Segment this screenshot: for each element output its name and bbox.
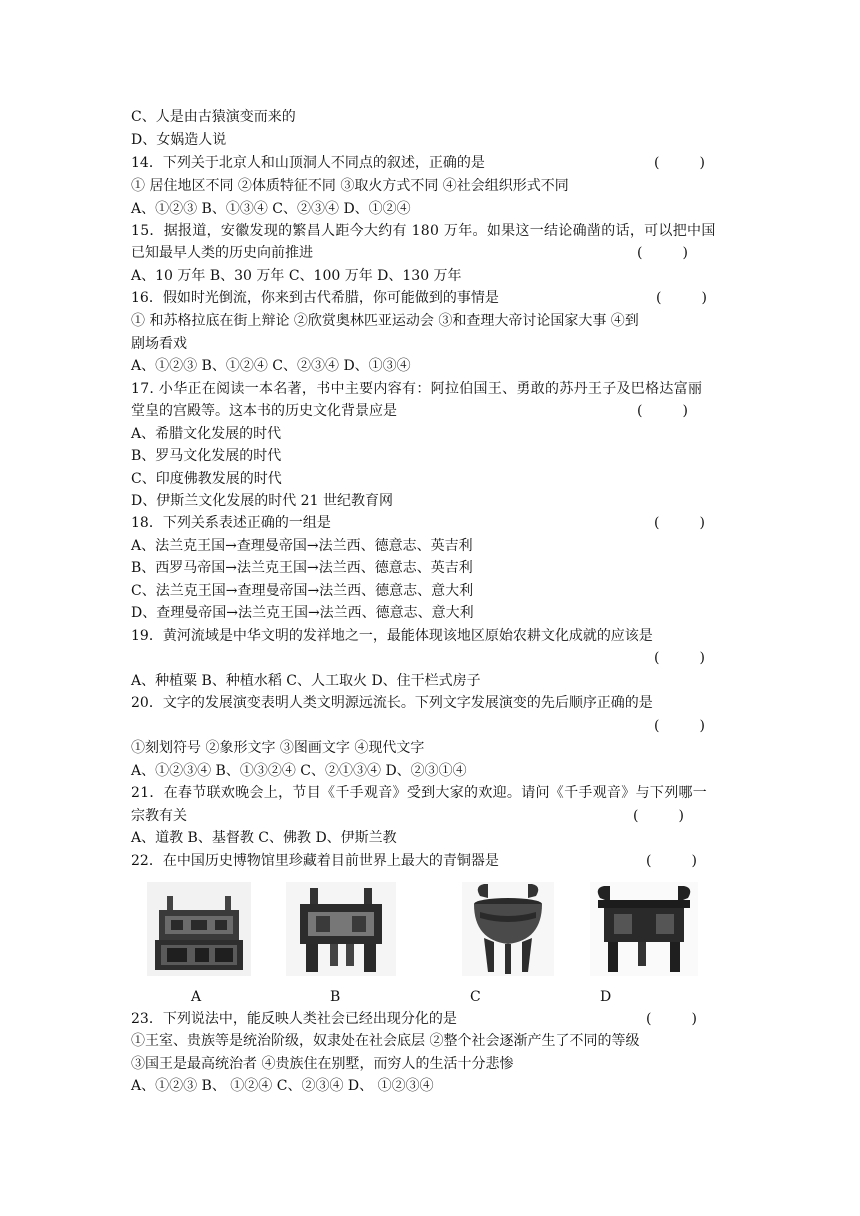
figure-label-c: C (470, 989, 481, 1005)
answer-parenthesis: ( ) (637, 403, 688, 419)
answer-parenthesis: ( ) (654, 515, 705, 531)
answer-parenthesis: ( ) (654, 650, 705, 666)
bronze-vessel-a-image (147, 882, 251, 976)
question-19: 19．黄河流域是中华文明的发祥地之一，最能体现该地区原始农耕文化成就的应该是 (131, 628, 653, 644)
option-line: A、①②③④ B、①③②④ C、②①③④ D、②③①④ (131, 763, 467, 779)
choice-list: ①刻划符号 ②象形文字 ③图画文字 ④现代文字 (131, 740, 425, 756)
figure-label-d: D (600, 989, 612, 1005)
choice-list: ①王室、贵族等是统治阶级，奴隶处在社会底层 ②整个社会逐渐产生了不同的等级 (131, 1033, 640, 1049)
question-15-cont: 已知最早人类的历史向前推进 (131, 245, 313, 261)
choice-list: ① 居住地区不同 ②体质特征不同 ③取火方式不同 ④社会组织形式不同 (131, 178, 569, 194)
question-20: 20．文字的发展演变表明人类文明源远流长。下列文字发展演变的先后顺序正确的是 (131, 695, 653, 711)
choice-list-cont: 剧场看戏 (131, 336, 187, 352)
answer-parenthesis: ( ) (654, 155, 705, 171)
option-line: B、罗马文化发展的时代 (131, 448, 282, 464)
answer-parenthesis: ( ) (646, 1011, 697, 1027)
bronze-vessel-c-image (462, 882, 554, 976)
question-14: 14．下列关于北京人和山顶洞人不同点的叙述，正确的是 (131, 155, 485, 171)
option-line: A、法兰克王国→查理曼帝国→法兰西、德意志、英吉利 (131, 538, 473, 554)
bronze-vessel-d-image (590, 882, 698, 976)
option-line: A、①②③ B、①②④ C、②③④ D、①③④ (131, 358, 411, 374)
bronze-vessel-b-image (286, 882, 396, 976)
question-23: 23．下列说法中，能反映人类社会已经出现分化的是 (131, 1011, 457, 1027)
question-17-cont: 堂皇的宫殿等。这本书的历史文化背景应是 (131, 403, 397, 419)
question-15: 15．据报道，安徽发现的繁昌人距今大约有 180 万年。如果这一结论确凿的话，可以把中国 (131, 223, 716, 239)
option-line: A、道教 B、基督教 C、佛教 D、伊斯兰教 (131, 830, 397, 846)
option-line: B、西罗马帝国→法兰克王国→法兰西、德意志、英吉利 (131, 560, 473, 576)
question-21-cont: 宗教有关 (131, 808, 187, 824)
question-18: 18．下列关系表述正确的一组是 (131, 515, 331, 531)
option-line: A、种植粟 B、种植水稻 C、人工取火 D、住干栏式房子 (131, 673, 481, 689)
figure-label-a: A (191, 989, 202, 1005)
answer-parenthesis: ( ) (654, 718, 705, 734)
question-17: 17. 小华正在阅读一本名著，书中主要内容有：阿拉伯国王、勇敢的苏丹王子及巴格达富丽 (131, 381, 703, 397)
option-line: A、希腊文化发展的时代 (131, 426, 282, 442)
option-line: D、女娲造人说 (131, 132, 227, 148)
option-line: C、法兰克王国→查理曼帝国→法兰西、德意志、意大利 (131, 583, 474, 599)
answer-parenthesis: ( ) (633, 808, 684, 824)
question-21: 21．在春节联欢晚会上，节目《千手观音》受到大家的欢迎。请问《千手观音》与下列哪一 (131, 785, 708, 801)
figure-label-b: B (330, 989, 341, 1005)
option-line: C、印度佛教发展的时代 (131, 471, 282, 487)
option-line: D、查理曼帝国→法兰克王国→法兰西、德意志、意大利 (131, 605, 474, 621)
option-line: C、人是由古猿演变而来的 (131, 109, 296, 125)
option-line: D、伊斯兰文化发展的时代 21 世纪教育网 (131, 493, 393, 509)
answer-parenthesis: ( ) (637, 245, 688, 261)
option-line: A、①②③ B、 ①②④ C、②③④ D、 ①②③④ (131, 1078, 434, 1094)
question-22: 22．在中国历史博物馆里珍藏着目前世界上最大的青铜器是 (131, 853, 499, 869)
answer-parenthesis: ( ) (646, 853, 697, 869)
question-16: 16．假如时光倒流，你来到古代希腊，你可能做到的事情是 (131, 290, 499, 306)
choice-list: ① 和苏格拉底在街上辩论 ②欣赏奥林匹亚运动会 ③和查理大帝讨论国家大事 ④到 (131, 313, 639, 329)
option-line: A、①②③ B、①③④ C、②③④ D、①②④ (131, 201, 411, 217)
option-line: A、10 万年 B、30 万年 C、100 万年 D、130 万年 (131, 268, 462, 284)
answer-parenthesis: ( ) (656, 290, 707, 306)
choice-list-cont: ③国王是最高统治者 ④贵族住在别墅，而穷人的生活十分悲惨 (131, 1056, 514, 1072)
